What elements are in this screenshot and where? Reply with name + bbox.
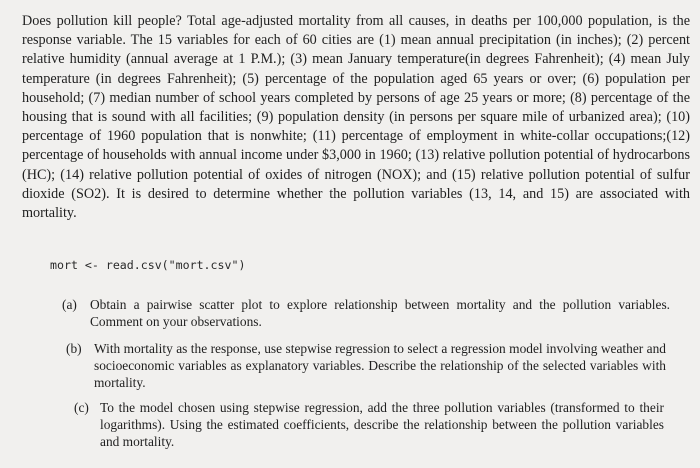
question-label: (c) — [74, 400, 89, 415]
question-text: To the model chosen using stepwise regression, add the three pollution variables (transformed to their logarithms). Using the estimated coefficients, describe the relationship between the pollution variables and mortality. — [100, 400, 664, 450]
question-text: With mortality as the response, use stepwise regression to select a regression model involving weather and socioeconomic variables as explanatory variables. Describe the relationship of the selected variables with mortality. — [94, 341, 666, 391]
question-label: (b) — [66, 341, 82, 356]
question-part-c — [74, 399, 664, 451]
question-label: (a) — [62, 297, 77, 312]
question-part-a — [62, 296, 670, 330]
question-text: Obtain a pairwise scatter plot to explore relationship between mortality and the pollution variables. Comment on your observations. — [90, 297, 670, 330]
question-part-b — [66, 340, 666, 392]
r-code-snippet: mort <- read.csv("mort.csv") — [50, 258, 246, 272]
problem-statement: Does pollution kill people? Total age-adjusted mortality from all causes, in deaths per 100,000 population, is the response variable. The 15 variables for each of 60 cities are (1) mean annual precipitation (in inches); (2) percent relative humidity (annual average at 1 P.M.); (3) mean January temperature(in degrees Fahrenheit); (4) mean July temperature (in degrees Fahrenheit); (5) percentage of the population aged 65 years or over; (6) population per household; (7) median number of school years completed by persons of age 25 years or more; (8) percentage of the housing that is sound with all facilities; (9) population density (in persons per square mile of urbanized area); (10) percentage of 1960 population that is nonwhite; (11) percentage of employment in white-collar occupations;(12) percentage of households with annual income under $3,000 in 1960; (13) relative pollution potential of hydrocarbons (HC); (14) relative pollution potential of oxides of nitrogen (NOX); and (15) relative pollution potential of sulfur dioxide (SO2). It is desired to determine whether the pollution variables (13, 14, and 15) are associated with mortality. — [22, 13, 690, 222]
